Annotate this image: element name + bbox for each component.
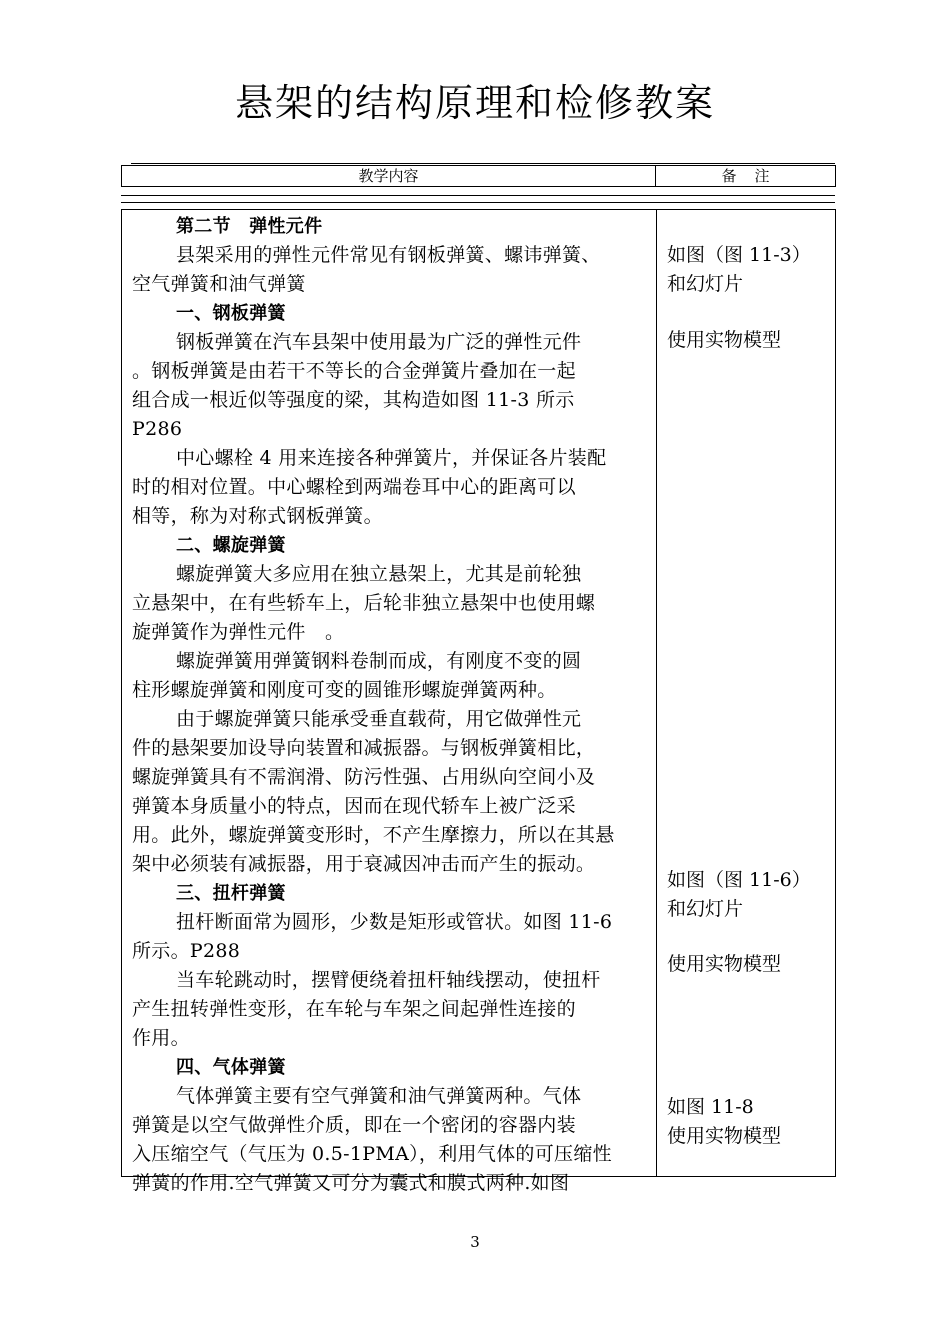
paragraph-line: 气体弹簧主要有空气弹簧和油气弹簧两种。气体 xyxy=(176,1085,582,1107)
paragraph-line: 县架采用的弹性元件常见有钢板弹簧、螺讳弹簧、 xyxy=(176,244,601,266)
double-rule-bottom xyxy=(121,202,835,203)
teaching-content-column xyxy=(132,212,647,1198)
page-number: 3 xyxy=(470,1233,480,1251)
section-heading: 三、扭杆弹簧 xyxy=(176,883,286,904)
side-note-line: 使用实物模型 xyxy=(667,329,782,351)
paragraph-line: 件的悬架要加设导向装置和减振器。与钢板弹簧相比， xyxy=(132,737,596,759)
side-note-line: 如图 11-8 xyxy=(667,1096,754,1118)
column-divider xyxy=(656,210,657,1176)
double-rule-top xyxy=(121,195,835,196)
side-note-line: 使用实物模型 xyxy=(667,1125,782,1147)
paragraph-line: 中心螺栓 4 用来连接各种弹簧片，并保证各片装配 xyxy=(176,447,607,469)
paragraph-line: 所示。P288 xyxy=(132,940,241,962)
side-note-line: 如图（图 11-6） xyxy=(667,869,811,891)
section-heading: 一、钢板弹簧 xyxy=(176,303,286,324)
paragraph-line: 架中必须装有减振器，用于衰减因冲击而产生的振动。 xyxy=(132,853,596,875)
paragraph-line: 螺旋弹簧具有不需润滑、防污性强、占用纵向空间小及 xyxy=(132,766,596,788)
lesson-table xyxy=(121,209,836,1194)
paragraph-line: 柱形螺旋弹簧和刚度可变的圆锥形螺旋弹簧两种。 xyxy=(132,679,557,701)
paragraph-line: 由于螺旋弹簧只能承受垂直载荷，用它做弹性元 xyxy=(176,708,582,730)
paragraph-line: P286 xyxy=(132,418,183,440)
paragraph-line: 弹簧的作用.空气弹簧又可分为囊式和膜式两种.如图 xyxy=(132,1172,570,1194)
paragraph-line: 弹簧是以空气做弹性介质，即在一个密闭的容器内装 xyxy=(132,1114,576,1136)
paragraph-line: 扭杆断面常为圆形，少数是矩形或管状。如图 11-6 xyxy=(176,911,613,933)
side-note-line: 使用实物模型 xyxy=(667,953,782,975)
paragraph-line: 时的相对位置。中心螺栓到两端卷耳中心的距离可以 xyxy=(132,476,576,498)
side-note-line: 和幻灯片 xyxy=(667,273,744,295)
section-heading: 第二节 弹性元件 xyxy=(176,216,323,237)
paragraph-line: 入压缩空气（气压为 0.5-1PMA），利用气体的可压缩性 xyxy=(132,1143,612,1165)
paragraph-line: 当车轮跳动时，摆臂便绕着扭杆轴线摆动，使扭杆 xyxy=(176,969,601,991)
side-note-2 xyxy=(667,326,827,355)
paragraph-line: 相等，称为对称式钢板弹簧。 xyxy=(132,505,383,527)
paragraph-line: 组合成一根近似等强度的梁，其构造如图 11-3 所示 xyxy=(132,389,575,411)
side-note-5 xyxy=(667,1093,827,1151)
paragraph-line: 。钢板弹簧是由若干不等长的合金弹簧片叠加在一起 xyxy=(132,360,576,382)
side-note-3 xyxy=(667,866,827,924)
table-header xyxy=(121,165,836,187)
header-notes: 备注 xyxy=(721,167,788,185)
paragraph-line: 用。此外，螺旋弹簧变形时，不产生摩擦力，所以在其悬 xyxy=(132,824,615,846)
paragraph-line: 螺旋弹簧大多应用在独立悬架上，尤其是前轮独 xyxy=(176,563,582,585)
side-note-line: 和幻灯片 xyxy=(667,898,744,920)
paragraph-line: 弹簧本身质量小的特点，因而在现代轿车上被广泛采 xyxy=(132,795,576,817)
paragraph-line: 钢板弹簧在汽车县架中使用最为广泛的弹性元件 xyxy=(176,331,582,353)
side-note-4 xyxy=(667,950,827,979)
paragraph-line: 作用。 xyxy=(132,1027,190,1049)
header-teaching-content: 教学内容 xyxy=(122,166,656,186)
paragraph-line: 空气弹簧和油气弹簧 xyxy=(132,273,306,295)
paragraph-line: 螺旋弹簧用弹簧钢料卷制而成，有刚度不变的圆 xyxy=(176,650,582,672)
document-title: 悬架的结构原理和检修教案 xyxy=(234,81,715,125)
section-heading: 四、气体弹簧 xyxy=(176,1057,286,1078)
paragraph-line: 立悬架中，在有些轿车上，后轮非独立悬架中也使用螺 xyxy=(132,592,596,614)
section-heading: 二、螺旋弹簧 xyxy=(176,535,286,556)
paragraph-line: 产生扭转弹性变形，在车轮与车架之间起弹性连接的 xyxy=(132,998,576,1020)
paragraph-line: 旋弹簧作为弹性元件 。 xyxy=(132,621,345,643)
side-note-1 xyxy=(667,241,827,299)
top-rule xyxy=(131,163,835,164)
side-note-line: 如图（图 11-3） xyxy=(667,244,811,266)
